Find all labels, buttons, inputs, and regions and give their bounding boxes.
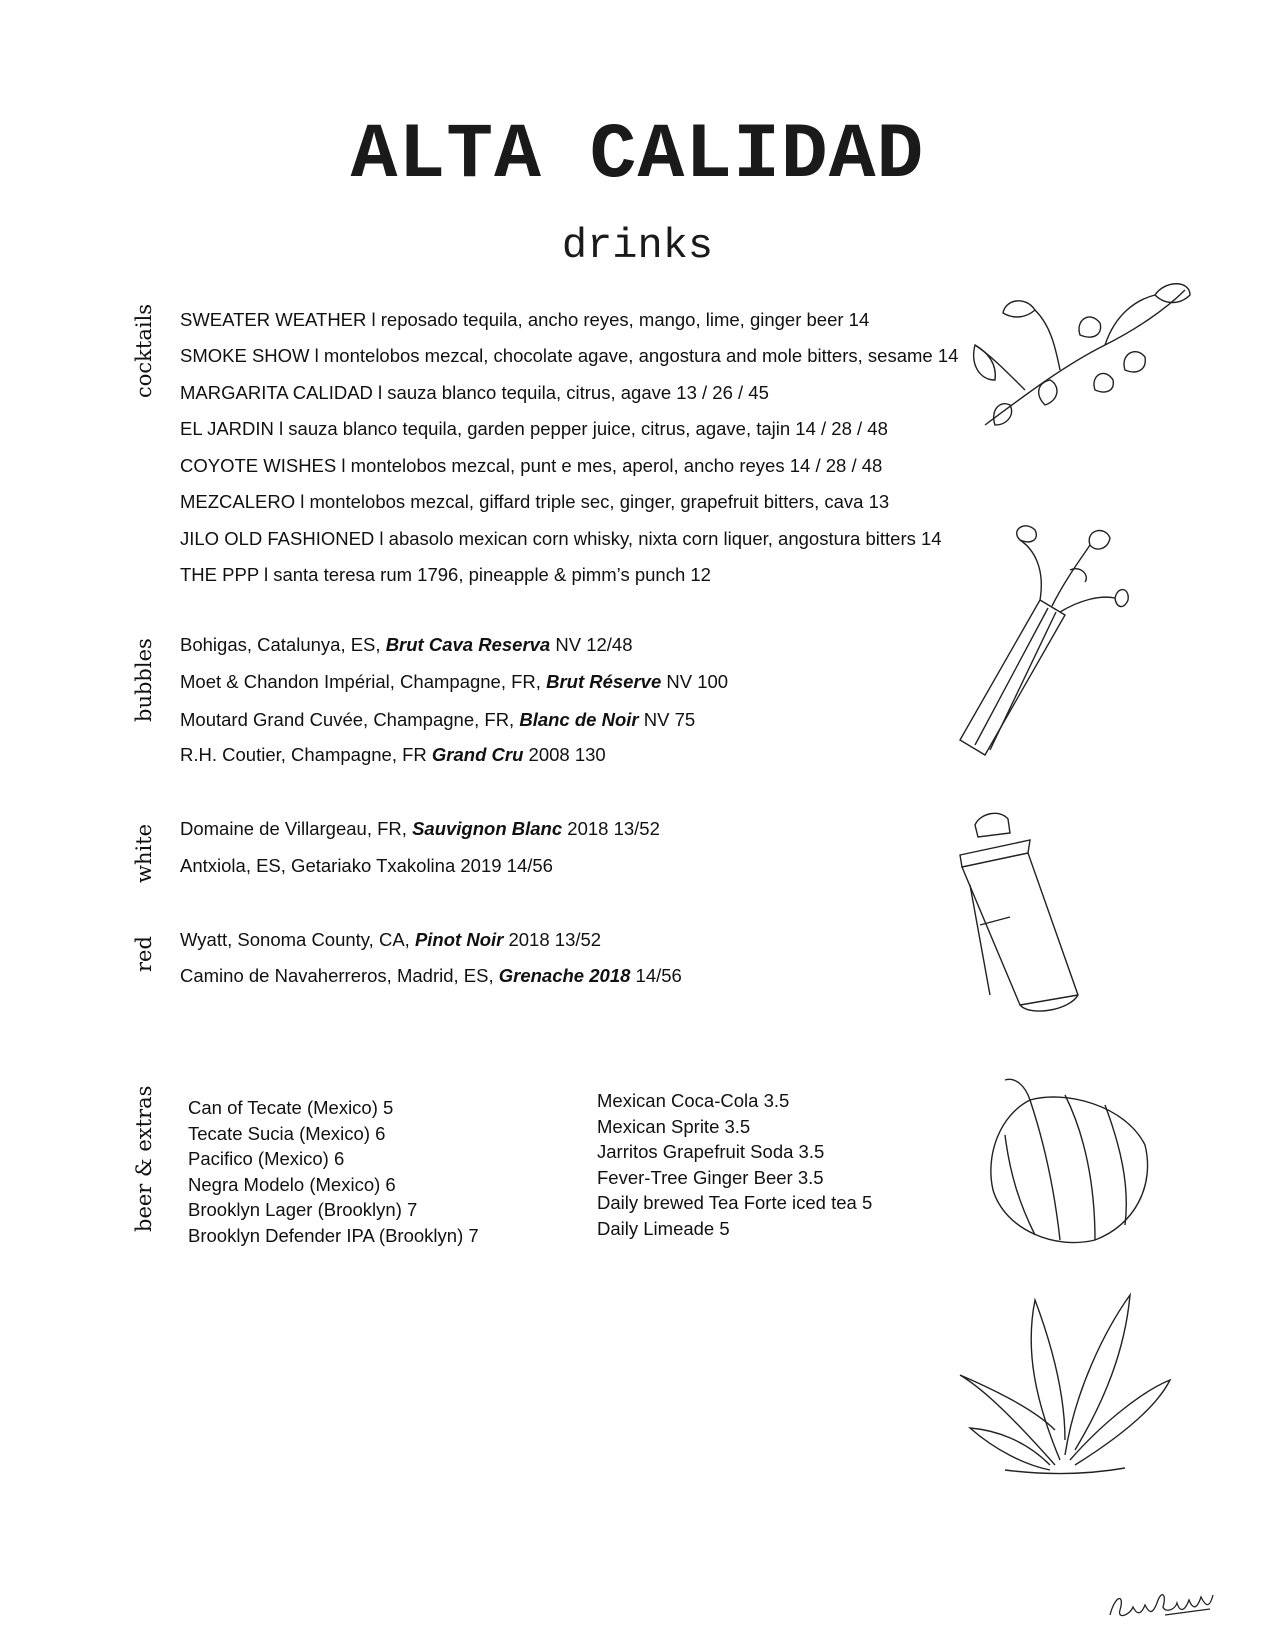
red-wine-item bbox=[180, 929, 601, 951]
wine-price: NV 75 bbox=[638, 709, 696, 730]
wine-producer: Camino de Navaherreros, Madrid, ES, bbox=[180, 965, 499, 986]
section-label-white: white bbox=[132, 823, 156, 883]
extras-item: Mexican Sprite 3.5 bbox=[597, 1115, 751, 1137]
wine-price: 14/56 bbox=[630, 965, 682, 986]
extras-item: Jarritos Grapefruit Soda 3.5 bbox=[597, 1141, 825, 1162]
extras-item: Mexican Coca-Cola 3.5 bbox=[597, 1090, 790, 1111]
beer-item: Negra Modelo (Mexico) 6 bbox=[188, 1173, 396, 1195]
physalis-branch-illustration bbox=[965, 275, 1195, 435]
cocktail-item: SWEATER WEATHER l reposado tequila, ancho reyes, mango, lime, ginger beer 14 bbox=[180, 309, 870, 330]
extras-list bbox=[597, 1088, 872, 1241]
section-label-red: red bbox=[132, 936, 156, 972]
beer-item: Pacifico (Mexico) 6 bbox=[188, 1148, 345, 1169]
extras-item: Daily Limeade 5 bbox=[597, 1217, 730, 1239]
wine-producer: Wyatt, Sonoma County, CA, bbox=[180, 929, 415, 950]
wine-price: 2018 13/52 bbox=[562, 818, 660, 839]
celery-illustration bbox=[940, 520, 1130, 760]
pepper-illustration bbox=[985, 1075, 1155, 1250]
wine-style: Grand Cru bbox=[431, 744, 524, 765]
wine-producer: Domaine de Villargeau, FR, bbox=[180, 818, 413, 839]
bubbles-item bbox=[180, 709, 695, 731]
menu-title: ALTA CALIDAD bbox=[350, 112, 925, 200]
beer-item: Brooklyn Defender IPA (Brooklyn) 7 bbox=[188, 1224, 479, 1246]
cocktail-item: MEZCALERO l montelobos mezcal, giffard triple sec, ginger, grapefruit bitters, cava 13 bbox=[180, 491, 890, 512]
white-wine-item bbox=[180, 818, 660, 840]
cocktail-item: MARGARITA CALIDAD l sauza blanco tequila, citrus, agave 13 / 26 / 45 bbox=[180, 382, 769, 403]
white-wine-item bbox=[180, 855, 553, 877]
section-label-bubbles: bubbles bbox=[132, 638, 156, 722]
wine-producer: Antxiola, ES, Getariako Txakolina 2019 14/56 bbox=[180, 855, 553, 876]
wine-price: 2018 13/52 bbox=[503, 929, 602, 950]
section-label-beer-extras: beer & extras bbox=[132, 1085, 156, 1232]
bubbles-item bbox=[180, 671, 728, 693]
artist-signature bbox=[1105, 1585, 1215, 1625]
cocktail-item: SMOKE SHOW l montelobos mezcal, chocolate agave, angostura and mole bitters, sesame 14 bbox=[180, 345, 959, 366]
menu-subtitle: drinks bbox=[561, 222, 714, 270]
wine-style: Brut Cava Reserva bbox=[385, 634, 551, 655]
wine-style: Grenache 2018 bbox=[498, 965, 631, 986]
beer-item: Can of Tecate (Mexico) 5 bbox=[188, 1097, 394, 1118]
cocktail-item: COYOTE WISHES l montelobos mezcal, punt e mes, aperol, ancho reyes 14 / 28 / 48 bbox=[180, 455, 883, 476]
wine-style: Brut Réserve bbox=[546, 671, 662, 692]
agave-illustration bbox=[955, 1280, 1175, 1480]
wine-producer: Moutard Grand Cuvée, Champagne, FR, bbox=[180, 709, 520, 730]
wine-price: NV 100 bbox=[661, 671, 729, 692]
beer-list bbox=[188, 1095, 479, 1248]
cocktail-item: THE PPP l santa teresa rum 1796, pineapple & pimm’s punch 12 bbox=[180, 564, 711, 585]
beer-item: Brooklyn Lager (Brooklyn) 7 bbox=[188, 1199, 418, 1220]
cocktail-item: JILO OLD FASHIONED l abasolo mexican corn whisky, nixta corn liquer, angostura bitters 14 bbox=[180, 528, 942, 549]
extras-item: Fever-Tree Ginger Beer 3.5 bbox=[597, 1166, 824, 1188]
beer-item: Tecate Sucia (Mexico) 6 bbox=[188, 1122, 386, 1144]
wine-style: Pinot Noir bbox=[414, 929, 504, 950]
wine-price: NV 12/48 bbox=[550, 634, 633, 655]
bubbles-item bbox=[180, 634, 633, 656]
section-label-cocktails: cocktails bbox=[132, 303, 156, 398]
bubbles-item bbox=[180, 744, 606, 766]
cocktail-shaker-illustration bbox=[950, 805, 1090, 1025]
red-wine-item bbox=[180, 965, 682, 987]
cocktail-item: EL JARDIN l sauza blanco tequila, garden pepper juice, citrus, agave, tajin 14 / 28 / 48 bbox=[180, 418, 888, 439]
wine-style: Sauvignon Blanc bbox=[412, 818, 563, 839]
wine-producer: Moet & Chandon Impérial, Champagne, FR, bbox=[180, 671, 547, 692]
wine-producer: Bohigas, Catalunya, ES, bbox=[180, 634, 386, 655]
wine-producer: R.H. Coutier, Champagne, FR bbox=[180, 744, 432, 765]
wine-price: 2008 130 bbox=[523, 744, 606, 765]
extras-item: Daily brewed Tea Forte iced tea 5 bbox=[597, 1192, 873, 1213]
wine-style: Blanc de Noir bbox=[519, 709, 639, 730]
